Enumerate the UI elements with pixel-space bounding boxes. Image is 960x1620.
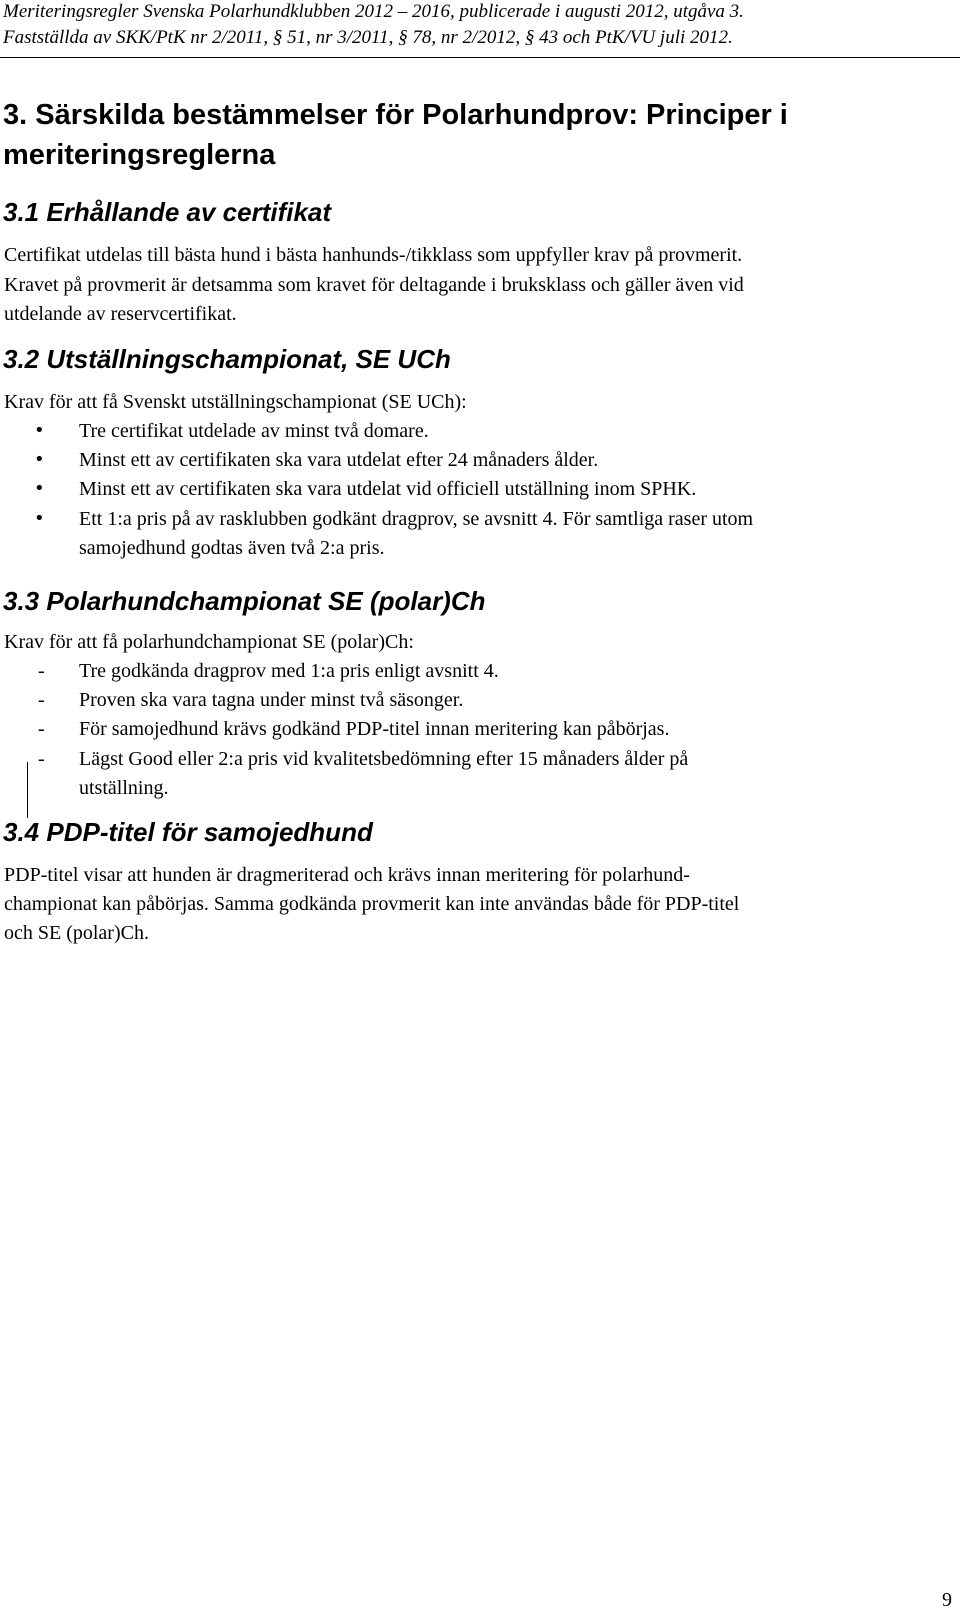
list-item: Tre certifikat utdelade av minst två domare. <box>79 420 429 442</box>
list-item: Ett 1:a pris på av rasklubben godkänt dragprov, se avsnitt 4. För samtliga raser utom <box>79 508 754 530</box>
list-item: Minst ett av certifikaten ska vara utdelat efter 24 månaders ålder. <box>79 449 599 471</box>
heading-3-3: 3.3 Polarhundchampionat SE (polar)Ch <box>3 586 486 616</box>
page-number: 9 <box>942 1589 952 1611</box>
heading-3-1: 3.1 Erhållande av certifikat <box>3 197 332 227</box>
section-title-line-2: meriteringsreglerna <box>3 139 276 171</box>
list-item: Tre godkända dragprov med 1:a pris enligt avsnitt 4. <box>79 660 499 682</box>
section-title-line-1: 3. Särskilda bestämmelser för Polarhundprov: Principer i <box>3 99 788 131</box>
dash-marker: - <box>38 748 45 770</box>
bullet-marker: • <box>34 420 45 441</box>
dash-marker: - <box>38 718 45 740</box>
paragraph-intro: Krav för att få Svenskt utställningschampionat (SE UCh): <box>4 391 467 413</box>
paragraph-line: och SE (polar)Ch. <box>4 922 149 944</box>
bullet-marker: • <box>34 478 45 499</box>
dash-marker: - <box>38 689 45 711</box>
paragraph-line: Kravet på provmerit är detsamma som kravet för deltagande i bruksklass och gäller även vid <box>4 274 744 296</box>
heading-3-4: 3.4 PDP-titel för samojedhund <box>3 817 373 847</box>
paragraph-line: Certifikat utdelas till bästa hund i bästa hanhunds-/tikklass som uppfyller krav på provmerit. <box>4 244 743 266</box>
list-item-continuation: samojedhund godtas även två 2:a pris. <box>79 537 385 559</box>
list-item: Minst ett av certifikaten ska vara utdelat vid officiell utställning inom SPHK. <box>79 478 697 500</box>
bullet-marker: • <box>34 449 45 470</box>
running-header-line-1: Meriteringsregler Svenska Polarhundklubben 2012 – 2016, publicerade i augusti 2012, utgåva 3. <box>3 1 744 22</box>
list-item-continuation: utställning. <box>79 777 169 799</box>
paragraph-line: championat kan påbörjas. Samma godkända provmerit kan inte användas både för PDP-titel <box>4 893 740 915</box>
list-item: För samojedhund krävs godkänd PDP-titel innan meritering kan påbörjas. <box>79 718 670 740</box>
list-item: Proven ska vara tagna under minst två säsonger. <box>79 689 464 711</box>
paragraph-intro: Krav för att få polarhundchampionat SE (polar)Ch: <box>4 631 414 653</box>
header-divider <box>0 57 960 58</box>
heading-3-2: 3.2 Utställningschampionat, SE UCh <box>3 344 451 374</box>
paragraph-line: PDP-titel visar att hunden är dragmeriterad och krävs innan meritering för polarhund- <box>4 864 690 886</box>
running-header-line-2: Fastställda av SKK/PtK nr 2/2011, § 51, nr 3/2011, § 78, nr 2/2012, § 43 och PtK/VU juli 2012. <box>3 27 733 48</box>
dash-marker: - <box>38 660 45 682</box>
revision-change-bar <box>27 762 28 818</box>
list-item: Lägst Good eller 2:a pris vid kvalitetsbedömning efter 15 månaders ålder på <box>79 748 689 770</box>
bullet-marker: • <box>34 508 45 529</box>
paragraph-line: utdelande av reservcertifikat. <box>4 303 237 325</box>
